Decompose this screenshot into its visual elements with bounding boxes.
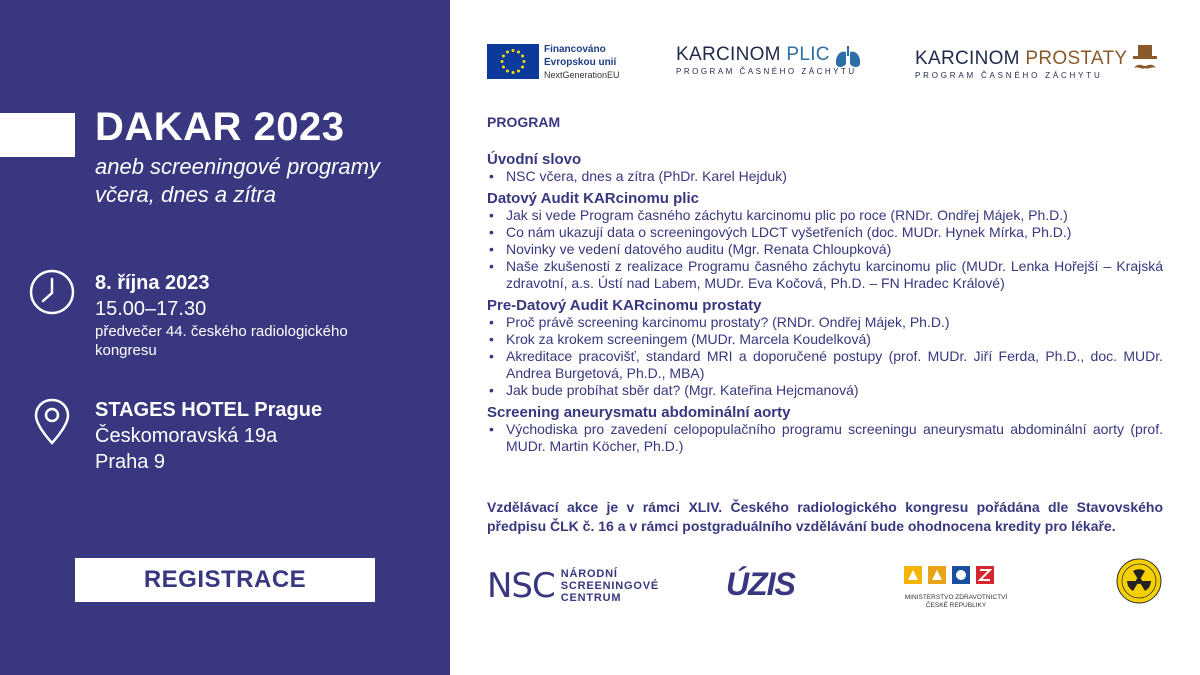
mzcr-line1: MINISTERSTVO ZDRAVOTNICTVÍ: [904, 594, 1008, 601]
eu-line1: Financováno: [544, 44, 606, 55]
program-item: • Jak si vede Program časného záchytu karcinomu plic po roce (RNDr. Ondřej Májek, Ph.D.): [487, 207, 1163, 224]
nsc-line1: NÁRODNÍ: [560, 568, 618, 580]
eu-star-icon: [512, 49, 515, 52]
program-section-title: Screening aneurysmatu abdominální aorty: [487, 404, 791, 421]
radiology-society-badge-icon: [1116, 558, 1162, 604]
eu-star-icon: [501, 60, 504, 63]
eu-flag-icon: [487, 44, 539, 79]
eu-star-icon: [502, 66, 505, 69]
lungs-icon: [833, 44, 863, 70]
location-pin-icon: [32, 397, 72, 447]
event-info-panel: [0, 0, 450, 675]
venue-address-line2: Praha 9: [95, 451, 166, 473]
eu-star-icon: [521, 66, 524, 69]
program-item: • Proč právě screening karcinomu prostaty? (RNDr. Ondřej Májek, Ph.D.): [487, 314, 1163, 331]
program-section-title: Datový Audit KARcinomu plic: [487, 190, 699, 207]
eu-star-icon: [521, 55, 524, 58]
program-section: [487, 114, 1163, 455]
program-item: • Jak bude probíhat sběr dat? (Mgr. Kateřina Hejcmanová): [487, 382, 1163, 399]
program-section-title: Pre-Datový Audit KARcinomu prostaty: [487, 297, 762, 314]
venue-address-line1: Českomoravská 19a: [95, 425, 278, 447]
eu-star-icon: [502, 55, 505, 58]
mzcr-line2: ČESKÉ REPUBLIKY: [925, 602, 987, 609]
event-subtitle: aneb screeningové programy včera, dnes a zítra: [95, 154, 380, 207]
register-button[interactable]: REGISTRACE: [75, 558, 375, 602]
mzcr-logo: [904, 564, 1008, 610]
nsc-line3: CENTRUM: [560, 592, 622, 604]
kpro-name-b: PROSTATY: [1025, 48, 1128, 69]
event-time: 15.00–17.30: [95, 298, 207, 320]
nsc-mark: NSC: [487, 566, 555, 606]
eu-funding-logo: [544, 43, 620, 82]
program-heading: PROGRAM: [487, 114, 561, 130]
eu-star-icon: [523, 60, 526, 63]
program-item: • Novinky ve vedení datového auditu (Mgr. Renata Chloupková): [487, 241, 1163, 258]
eu-star-icon: [506, 50, 509, 53]
nsc-logo: [487, 566, 659, 606]
kplic-name-a: KARCINOM: [676, 44, 787, 65]
program-section-title: Úvodní slovo: [487, 151, 582, 168]
program-item: • Co nám ukazují data o screeningových LDCT vyšetřeních (doc. MUDr. Hynek Mírka, Ph.D.): [487, 224, 1163, 241]
clock-icon: [28, 268, 76, 316]
kpro-name-a: KARCINOM: [915, 48, 1026, 69]
kpro-subtitle: PROGRAM ČASNÉHO ZÁCHYTU: [915, 71, 1103, 80]
program-item: • NSC včera, dnes a zítra (PhDr. Karel Hejduk): [487, 168, 1163, 185]
eu-star-icon: [506, 70, 509, 73]
mzcr-emblem-icon: [904, 564, 1008, 586]
program-item: • Krok za krokem screeningem (MUDr. Marcela Koudelková): [487, 331, 1163, 348]
event-title: DAKAR 2023: [95, 105, 345, 149]
eu-line2: Evropskou unií: [544, 57, 617, 68]
event-note: předvečer 44. českého radiologického kongresu: [95, 323, 348, 359]
eu-line3: NextGenerationEU: [544, 70, 620, 80]
program-item-list: [487, 168, 1163, 185]
event-date: 8. října 2023: [95, 272, 210, 294]
uzis-logo: ÚZIS: [726, 566, 795, 602]
kplic-subtitle: PROGRAM ČASNÉHO ZÁCHYTU: [676, 67, 857, 76]
eu-star-icon: [517, 70, 520, 73]
program-item-list: [487, 207, 1163, 292]
venue-name: STAGES HOTEL Prague: [95, 399, 323, 421]
program-item-list: [487, 314, 1163, 399]
program-item-list: [487, 421, 1163, 455]
kplic-name-b: PLIC: [786, 44, 830, 65]
program-item: • Východiska pro zavedení celopopulačního programu screeningu aneurysmatu abdominální aorty (prof. MUDr. Martin Köcher, Ph.D.): [487, 421, 1163, 455]
eu-star-icon: [512, 71, 515, 74]
program-item: • Naše zkušenosti z realizace Programu časného záchytu karcinomu plic (MUDr. Lenka Hořejší – Krajská zdravotní, a.s. Ústí nad Labem, MUDr. Eva Kočová, Ph.D. – FN Hradec Králové): [487, 258, 1163, 292]
hat-mustache-icon: [1128, 42, 1162, 76]
nsc-line2: SCREENINGOVÉ: [560, 580, 659, 592]
accreditation-note: Vzdělávací akce je v rámci XLIV. Českého radiologického kongresu pořádána dle Stavovského předpisu ČLK č. 16 a v rámci postgraduálního vzdělávání bude ohodnocena kredity pro lékaře.: [487, 499, 1163, 534]
program-sections: [487, 151, 1163, 455]
eu-star-icon: [517, 50, 520, 53]
program-item: • Akreditace pracovišť, standard MRI a doporučené postupy (prof. MUDr. Jiří Ferda, Ph.D., doc. MUDr. Andrea Burgetová, Ph.D., MBA): [487, 348, 1163, 382]
decorative-tab: [0, 113, 75, 157]
